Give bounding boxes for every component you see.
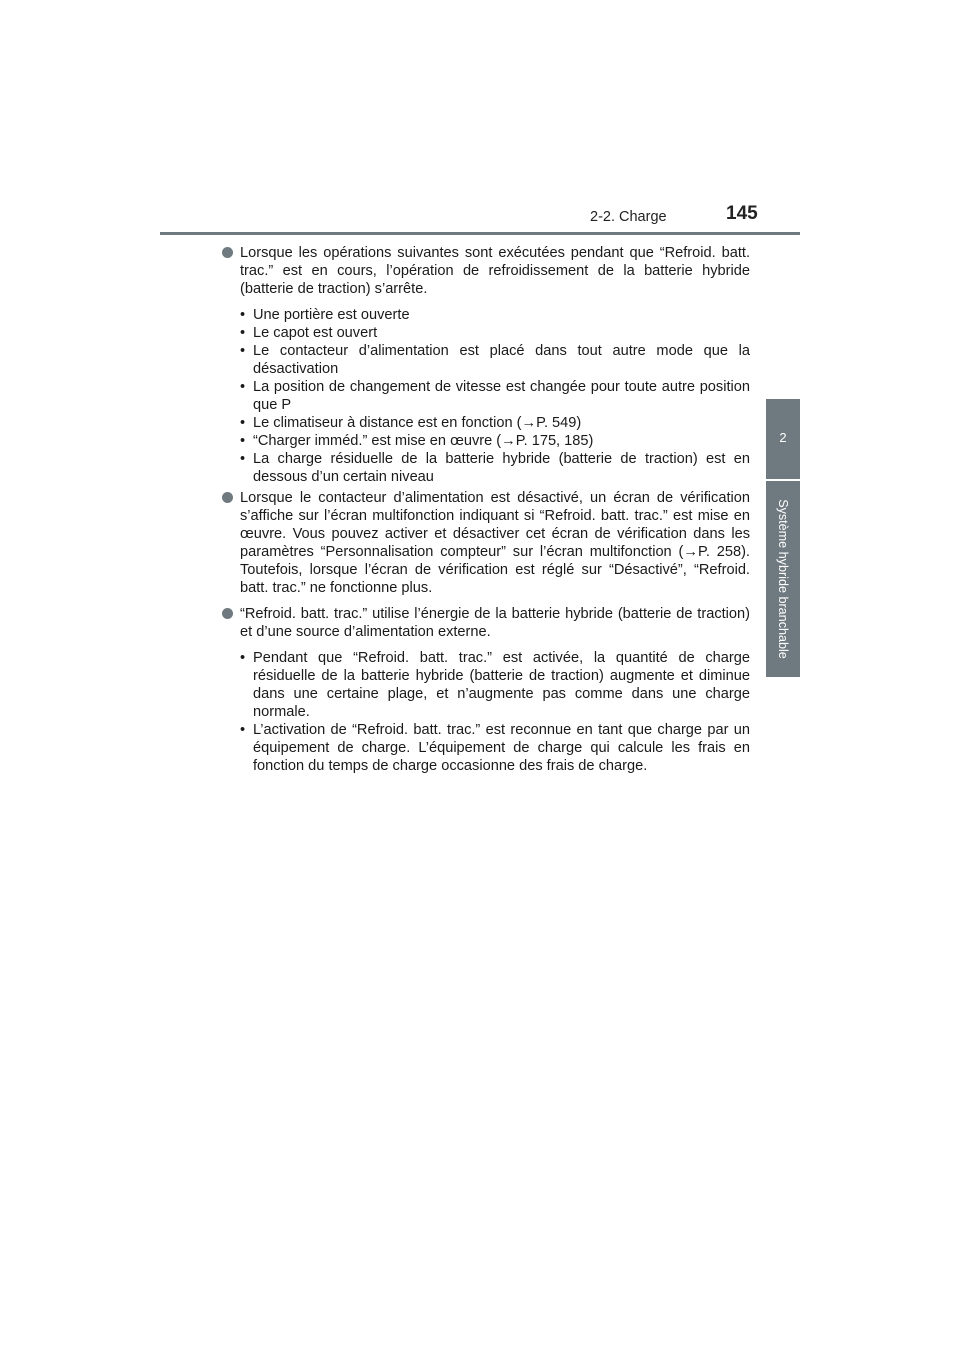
- section-title: 2-2. Charge: [590, 209, 667, 225]
- sub-list-item: [222, 306, 750, 324]
- dot-bullet-icon: •: [240, 343, 246, 359]
- dot-bullet-icon: •: [240, 433, 246, 449]
- main-item-text: “Refroid. batt. trac.” utilise l’énergie de la batterie hybride (batterie de traction) et d’une source d’alimentation externe.: [240, 606, 750, 640]
- sub-list-item: [222, 721, 750, 775]
- chapter-title: Système hybride branchable: [776, 499, 790, 659]
- dot-bullet-icon: •: [240, 307, 246, 323]
- chapter-side-tab: [766, 399, 800, 679]
- round-bullet-icon: [222, 247, 233, 258]
- sub-list-item: [222, 342, 750, 378]
- sub-list-item: [222, 414, 750, 432]
- sub-list: [222, 649, 750, 775]
- dot-bullet-icon: •: [240, 451, 246, 467]
- sub-item-text: L’activation de “Refroid. batt. trac.” est reconnue en tant que charge par un équipement de charge. L’équipement de charge qui calcule les frais en fonction du temps de charge occasionne des frais de charge.: [253, 722, 750, 774]
- main-list-item: [222, 605, 750, 641]
- sub-list-item: [222, 378, 750, 414]
- chapter-number-box: [766, 399, 800, 479]
- page-content: [222, 244, 750, 778]
- dot-bullet-icon: •: [240, 325, 246, 341]
- sub-item-text: “Charger imméd.” est mise en œuvre (→P. 175, 185): [253, 433, 594, 449]
- sub-item-text: La position de changement de vitesse est changée pour toute autre position que P: [253, 379, 750, 413]
- sub-item-text: Le climatiseur à distance est en fonction (→P. 549): [253, 415, 582, 431]
- sub-list-item: [222, 450, 750, 486]
- main-list-item: [222, 244, 750, 298]
- sub-list-item: [222, 432, 750, 450]
- page-header: [0, 0, 960, 240]
- dot-bullet-icon: •: [240, 650, 246, 666]
- main-list-item: [222, 489, 750, 597]
- chapter-title-box: [766, 481, 800, 677]
- dot-bullet-icon: •: [240, 379, 246, 395]
- page-number: 145: [726, 203, 758, 224]
- main-item-text: Lorsque les opérations suivantes sont exécutées pendant que “Refroid. batt. trac.” est en cours, l’opération de refroidissement de la batterie hybride (batterie de traction) s’arrête.: [240, 245, 750, 297]
- chapter-number: 2: [779, 430, 787, 445]
- round-bullet-icon: [222, 492, 233, 503]
- sub-list-item: [222, 324, 750, 342]
- sub-item-text: Le capot est ouvert: [253, 325, 378, 341]
- sub-item-text: La charge résiduelle de la batterie hybride (batterie de traction) est en dessous d’un certain niveau: [253, 451, 750, 485]
- sub-item-text: Une portière est ouverte: [253, 307, 410, 323]
- sub-item-text: Pendant que “Refroid. batt. trac.” est activée, la quantité de charge résiduelle de la batterie hybride (batterie de traction) augmente et diminue dans une certaine plage, et n’augmente pas comme dans une charge normale.: [253, 650, 750, 720]
- main-item-text: Lorsque le contacteur d’alimentation est désactivé, un écran de vérification s’affiche sur l’écran multifonction indiquant si “Refroid. batt. trac.” est mise en œuvre. Vous pouvez activer et désactiver cet écran de vérification dans les paramètres “Personnalisation compteur” sur l’écran multifonction (→P. 258). Toutefois, lorsque l’écran de vérification est réglé sur “Désactivé”, “Refroid. batt. trac.” ne fonctionne plus.: [240, 490, 750, 596]
- header-rule: [160, 232, 800, 235]
- round-bullet-icon: [222, 608, 233, 619]
- sub-list-item: [222, 649, 750, 721]
- dot-bullet-icon: •: [240, 415, 246, 431]
- sub-item-text: Le contacteur d’alimentation est placé dans tout autre mode que la désactivation: [253, 343, 750, 377]
- dot-bullet-icon: •: [240, 722, 246, 738]
- sub-list: [222, 306, 750, 486]
